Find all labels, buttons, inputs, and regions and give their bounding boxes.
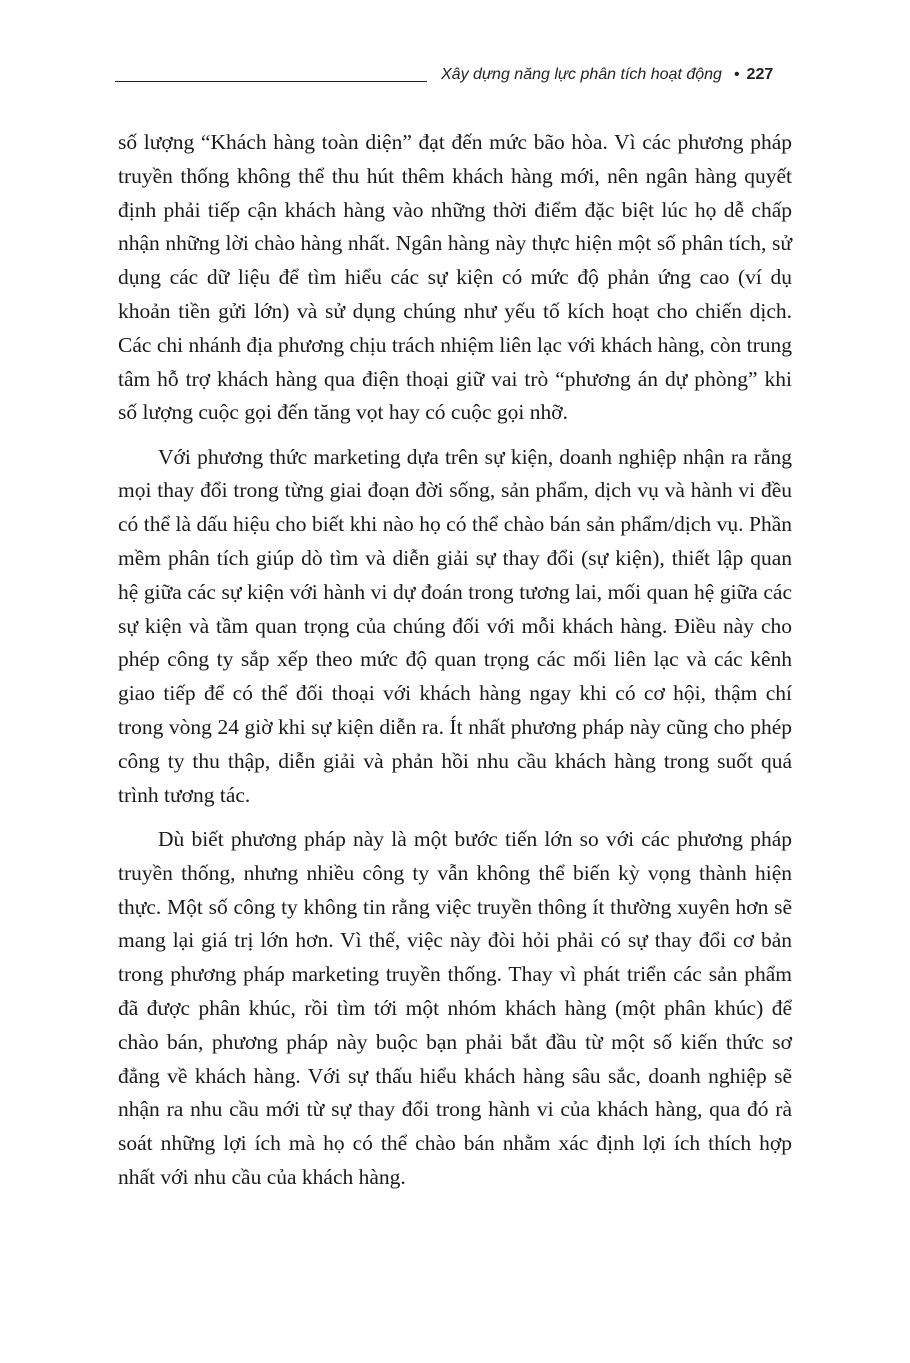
paragraph-continued: số lượng “Khách hàng toàn diện” đạt đến mức bão hòa. Vì các phương pháp truyền thống không thể thu hút thêm khách hàng mới, nên ngân hàng quyết định phải tiếp cận khách hàng vào những thời điểm đặc biệt lúc họ dễ chấp nhận những lời chào hàng nhất. Ngân hàng này thực hiện một số phân tích, sử dụng các dữ liệu để tìm hiểu các sự kiện có mức độ phản ứng cao (ví dụ khoản tiền gửi lớn) và sử dụng chúng như yếu tố kích hoạt cho chiến dịch. Các chi nhánh địa phương chịu trách nhiệm liên lạc với khách hàng, còn trung tâm hỗ trợ khách hàng qua điện thoại giữ vai trò “phương án dự phòng” khi số lượng cuộc gọi đến tăng vọt hay có cuộc gọi nhỡ. bbox=[118, 130, 792, 425]
paragraph: Với phương thức marketing dựa trên sự kiện, doanh nghiệp nhận ra rằng mọi thay đổi trong từng giai đoạn đời sống, sản phẩm, dịch vụ và hành vi đều có thể là dấu hiệu cho biết khi nào họ có thể chào bán sản phẩm/dịch vụ. Phần mềm phân tích giúp dò tìm và diễn giải sự thay đổi (sự kiện), thiết lập quan hệ giữa các sự kiện với hành vi dự đoán trong tương lai, mối quan hệ giữa các sự kiện và tầm quan trọng của chúng đối với mỗi khách hàng. Điều này cho phép công ty sắp xếp theo mức độ quan trọng các mối liên lạc và các kênh giao tiếp để có thể đối thoại với khách hàng ngay khi có cơ hội, thậm chí trong vòng 24 giờ khi sự kiện diễn ra. Ít nhất phương pháp này cũng cho phép công ty thu thập, diễn giải và phản hồi nhu cầu khách hàng trong suốt quá trình tương tác. bbox=[118, 444, 792, 807]
chapter-title: Xây dựng năng lực phân tích hoạt động bbox=[441, 66, 722, 83]
header-bullet: • bbox=[733, 66, 740, 83]
paragraph: Dù biết phương pháp này là một bước tiến lớn so với các phương pháp truyền thống, nhưng nhiều công ty vẫn không thể biến kỳ vọng thành hiện thực. Một số công ty không tin rằng việc truyền thông ít thường xuyên hơn sẽ mang lại giá trị lớn hơn. Vì thế, việc này đòi hỏi phải có sự thay đổi cơ bản trong phương pháp marketing truyền thống. Thay vì phát triển các sản phẩm đã được phân khúc, rồi tìm tới một nhóm khách hàng (một phân khúc) để chào bán, phương pháp này buộc bạn phải bắt đầu từ một số kiến thức sơ đẳng về khách hàng. Với sự thấu hiểu khách hàng sâu sắc, doanh nghiệp sẽ nhận ra nhu cầu mới từ sự thay đổi trong hành vi của khách hàng, qua đó rà soát những lợi ích mà họ có thể chào bán nhằm xác định lợi ích thích hợp nhất với nhu cầu của khách hàng. bbox=[118, 826, 792, 1189]
page-number: 227 bbox=[746, 66, 774, 83]
running-header bbox=[115, 60, 795, 90]
header-rule bbox=[115, 81, 427, 82]
page-body bbox=[118, 126, 792, 1195]
